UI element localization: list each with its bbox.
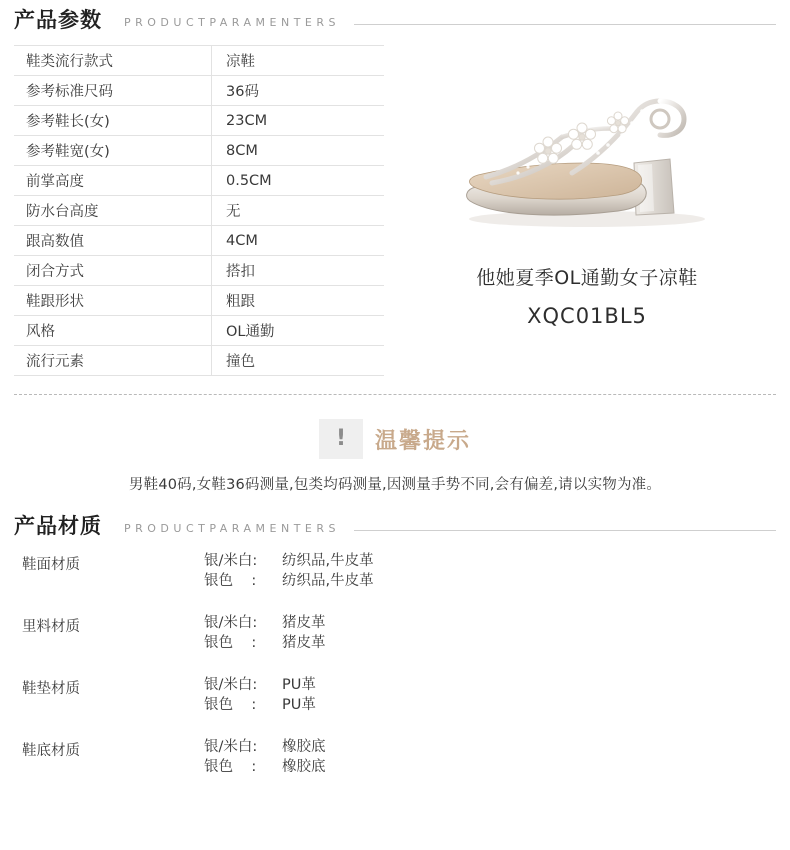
tips-text: 男鞋40码,女鞋36码测量,包类均码测量,因测量手势不同,会有偏差,请以实物为准。 [128, 477, 662, 493]
material-value: 纺织品,牛皮革 [282, 573, 374, 589]
material-value: PU革 [282, 697, 316, 713]
list-item [14, 675, 776, 715]
material-variant: 银色 : [204, 573, 257, 589]
spec-value: 4CM [212, 226, 385, 256]
spec-value: 撞色 [212, 346, 385, 376]
dashed-divider [14, 394, 776, 395]
material-value: PU革 [282, 677, 316, 693]
material-line [204, 695, 316, 715]
product-name: 他她夏季OL通勤女子凉鞋 [476, 267, 698, 289]
spec-key: 跟高数值 [14, 226, 212, 256]
material-variant: 银/米白: [204, 739, 258, 755]
list-item [14, 613, 776, 653]
material-values [204, 675, 316, 715]
material-variant: 银/米白: [204, 677, 258, 693]
list-item [14, 551, 776, 591]
material-line [204, 633, 326, 653]
material-variant: 银色 : [204, 697, 257, 713]
table-row [14, 46, 384, 76]
exclamation-icon: ! [319, 419, 363, 459]
table-row [14, 316, 384, 346]
tips-section [0, 419, 790, 494]
header-divider [354, 530, 776, 531]
header-divider [354, 24, 776, 25]
parameters-area [0, 45, 790, 376]
material-value: 纺织品,牛皮革 [282, 553, 374, 569]
spec-table-body [14, 46, 384, 376]
product-block [384, 45, 790, 376]
material-line [204, 757, 326, 777]
material-variant: 银/米白: [204, 615, 258, 631]
spec-value: OL通勤 [212, 316, 385, 346]
spec-value: 0.5CM [212, 166, 385, 196]
spec-key: 风格 [14, 316, 212, 346]
spec-key: 鞋跟形状 [14, 286, 212, 316]
material-label: 鞋面材质 [22, 557, 80, 573]
material-line [204, 675, 316, 695]
spec-key: 闭合方式 [14, 256, 212, 286]
material-value: 橡胶底 [282, 739, 326, 755]
spec-key: 流行元素 [14, 346, 212, 376]
table-row [14, 226, 384, 256]
material-line [204, 571, 374, 591]
product-code: XQC01BL5 [527, 304, 647, 328]
tips-headline [0, 419, 790, 459]
product-image [422, 51, 752, 241]
spec-key: 参考鞋长(女) [14, 106, 212, 136]
sandal-illustration [422, 51, 752, 241]
table-row [14, 136, 384, 166]
table-row [14, 196, 384, 226]
spec-key: 鞋类流行款式 [14, 46, 212, 76]
table-row [14, 106, 384, 136]
material-values [204, 551, 374, 591]
material-label: 鞋底材质 [22, 743, 80, 759]
material-line [204, 737, 326, 757]
materials-list [0, 551, 790, 777]
table-row [14, 346, 384, 376]
table-row [14, 286, 384, 316]
spec-value: 8CM [212, 136, 385, 166]
material-values [204, 613, 326, 653]
table-row [14, 76, 384, 106]
table-row [14, 166, 384, 196]
tips-title: 温馨提示 [374, 428, 471, 454]
spec-key: 防水台高度 [14, 196, 212, 226]
spec-value: 粗跟 [212, 286, 385, 316]
material-line [204, 551, 374, 571]
list-item [14, 737, 776, 777]
page-title: 产品参数 [14, 8, 102, 32]
material-label: 鞋垫材质 [22, 681, 80, 697]
material-line [204, 613, 326, 633]
product-parameters-header [0, 0, 790, 31]
spec-key: 前掌高度 [14, 166, 212, 196]
material-value: 橡胶底 [282, 759, 326, 775]
material-variant: 银/米白: [204, 553, 258, 569]
material-variant: 银色 : [204, 759, 257, 775]
material-values [204, 737, 326, 777]
materials-title: 产品材质 [14, 514, 102, 538]
materials-subtitle: PRODUCTPARAMENTERS [124, 522, 340, 535]
spec-value: 无 [212, 196, 385, 226]
material-value: 猪皮革 [282, 635, 326, 651]
table-row [14, 256, 384, 286]
product-materials-header [0, 516, 790, 537]
spec-value: 凉鞋 [212, 46, 385, 76]
spec-value: 36码 [212, 76, 385, 106]
spec-table [14, 45, 384, 376]
spec-value: 23CM [212, 106, 385, 136]
material-variant: 银色 : [204, 635, 257, 651]
material-label: 里料材质 [22, 619, 80, 635]
spec-key: 参考标准尺码 [14, 76, 212, 106]
spec-key: 参考鞋宽(女) [14, 136, 212, 166]
page-subtitle: PRODUCTPARAMENTERS [124, 16, 340, 29]
material-value: 猪皮革 [282, 615, 326, 631]
spec-value: 搭扣 [212, 256, 385, 286]
